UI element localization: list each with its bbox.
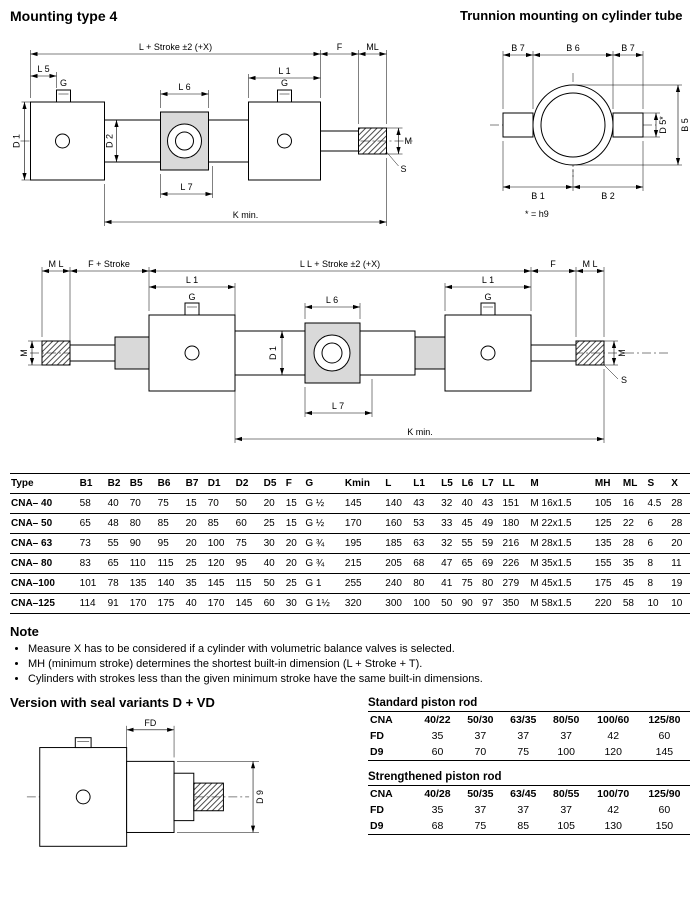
cell: 53 <box>412 514 440 534</box>
column-header: X <box>670 474 690 494</box>
cell: 80/55 <box>553 788 580 800</box>
cell: 6 <box>646 514 670 534</box>
cell: 58 <box>622 594 647 614</box>
standard-piston-rod-title: Standard piston rod <box>368 697 478 709</box>
row-label: CNA– 63 <box>10 534 79 554</box>
cell: 43 <box>412 494 440 514</box>
cell: G 1½ <box>304 594 344 614</box>
cell: 47 <box>440 554 460 574</box>
cell: 37 <box>517 804 530 816</box>
column-header: B1 <box>79 474 107 494</box>
trunnion-parts <box>490 73 656 177</box>
seal-variant-title: Version with seal variants D + VD <box>10 695 215 710</box>
cell: 37 <box>474 730 487 742</box>
column-header: B7 <box>185 474 207 494</box>
cell: 65 <box>461 554 481 574</box>
cell: 35 <box>431 730 444 742</box>
dim-label-ml-right: M L <box>582 259 598 269</box>
cell: 10 <box>646 594 670 614</box>
cell: 105 <box>594 494 622 514</box>
cell: 120 <box>207 554 235 574</box>
cell: 91 <box>107 594 129 614</box>
cell: 75 <box>517 746 530 758</box>
row-label: CNA– 40 <box>10 494 79 514</box>
top-section <box>10 8 690 241</box>
cell: 40 <box>263 554 285 574</box>
dim-label-d2: D 2 <box>104 133 115 149</box>
cell: 32 <box>440 494 460 514</box>
cell: 101 <box>79 574 107 594</box>
column-header: L6 <box>461 474 481 494</box>
dim-label-m-left: M <box>19 349 29 357</box>
cell: 85 <box>157 514 185 534</box>
cell: 185 <box>384 534 412 554</box>
cell: 110 <box>129 554 157 574</box>
cell: 16 <box>622 494 647 514</box>
cell: 20 <box>285 534 305 554</box>
cell: G ½ <box>304 514 344 534</box>
cell: G ¾ <box>304 554 344 574</box>
cell: 80 <box>481 574 501 594</box>
cell: 58 <box>79 494 107 514</box>
dim-label-ll-stroke: L L + Stroke ±2 (+X) <box>299 259 381 269</box>
cell: 60 <box>658 804 671 816</box>
dim-label-kmin: K min. <box>407 427 433 437</box>
note-item: • MH (minimum stroke) determines the shortest built-in dimension (L + Stroke + T). <box>28 658 690 670</box>
tolerance-footnote: * = h9 <box>525 209 549 219</box>
dim-label-d9: D 9 <box>254 790 265 804</box>
cell: 60 <box>263 594 285 614</box>
cell: 35 <box>622 554 647 574</box>
cell: 68 <box>431 820 444 832</box>
cell: 105 <box>557 820 575 832</box>
table-row <box>368 786 690 803</box>
cell: 59 <box>481 534 501 554</box>
cell: 28 <box>670 514 690 534</box>
cell: 155 <box>594 554 622 574</box>
cell: G ½ <box>304 494 344 514</box>
dim-label-l1-left: L 1 <box>185 275 199 285</box>
cell: 37 <box>560 804 573 816</box>
row-label: FD <box>370 804 384 816</box>
bottom-section <box>10 695 690 870</box>
column-header: D1 <box>207 474 235 494</box>
cell: 55 <box>107 534 129 554</box>
table-row <box>10 554 690 574</box>
double-rod-cylinder-drawing <box>10 241 690 463</box>
cell: 65 <box>107 554 129 574</box>
cell: 40/22 <box>424 714 451 726</box>
cell: 180 <box>501 514 529 534</box>
dim-label-b6: B 6 <box>566 43 580 53</box>
cell: 90 <box>129 534 157 554</box>
cell: 195 <box>344 534 384 554</box>
cell: M 28x1.5 <box>529 534 594 554</box>
column-header: MH <box>594 474 622 494</box>
dim-label-l1: L 1 <box>278 66 291 76</box>
dim-label-d1: D 1 <box>268 345 278 361</box>
cell: 70 <box>207 494 235 514</box>
dim-label-g-left: G <box>188 292 196 302</box>
table-row <box>368 802 690 818</box>
cell: 97 <box>481 594 501 614</box>
dim-label-f-stroke: F + Stroke <box>88 259 130 269</box>
column-header: B5 <box>129 474 157 494</box>
note-item: • Cylinders with strokes less than the given minimum stroke have the same built-in dimensions. <box>28 673 690 685</box>
cell: 170 <box>129 594 157 614</box>
cell: 140 <box>384 494 412 514</box>
column-header: F <box>285 474 305 494</box>
column-header: Type <box>10 474 79 494</box>
dim-label-fd: FD <box>144 717 157 728</box>
note-item: • Measure X has to be considered if a cylinder with volumetric balance valves is selected. <box>28 643 690 655</box>
table-row <box>10 574 690 594</box>
column-header: Kmin <box>344 474 384 494</box>
dim-label-l5: L 5 <box>37 64 50 74</box>
cell: M 22x1.5 <box>529 514 594 534</box>
cell: 145 <box>344 494 384 514</box>
cell: 125 <box>594 514 622 534</box>
column-header: B6 <box>157 474 185 494</box>
cell: 115 <box>235 574 263 594</box>
cylinder-parts <box>27 738 249 847</box>
table-row <box>10 494 690 514</box>
seal-variant-section <box>10 695 360 870</box>
cell: 205 <box>384 554 412 574</box>
cell: 60 <box>431 746 444 758</box>
cell: 20 <box>285 554 305 574</box>
cell: 145 <box>207 574 235 594</box>
standard-piston-rod-table <box>368 711 690 761</box>
cell: 160 <box>384 514 412 534</box>
cell: 15 <box>185 494 207 514</box>
cell: 68 <box>412 554 440 574</box>
mounting-type4-section <box>10 8 460 241</box>
cell: 20 <box>263 494 285 514</box>
cell: 135 <box>594 534 622 554</box>
cell: 48 <box>107 514 129 534</box>
column-header: LL <box>501 474 529 494</box>
dim-label-b1: B 1 <box>531 191 545 201</box>
table-row <box>368 744 690 761</box>
cell: 15 <box>285 494 305 514</box>
cell: 28 <box>622 534 647 554</box>
cell: 216 <box>501 534 529 554</box>
cell: 175 <box>157 594 185 614</box>
cell: 43 <box>481 494 501 514</box>
cell: 70 <box>129 494 157 514</box>
column-header: D2 <box>235 474 263 494</box>
cell: 145 <box>655 746 674 758</box>
cell: 30 <box>285 594 305 614</box>
dim-label-b2: B 2 <box>601 191 615 201</box>
cell: 300 <box>384 594 412 614</box>
column-header: G <box>304 474 344 494</box>
column-header: M <box>529 474 594 494</box>
cell: 25 <box>185 554 207 574</box>
dim-label-d1: D 1 <box>11 133 22 149</box>
dim-label-f: F <box>336 42 343 52</box>
column-header: L1 <box>412 474 440 494</box>
cell: 170 <box>344 514 384 534</box>
dimension-table <box>10 473 690 614</box>
cell: 42 <box>607 730 620 742</box>
cell: 175 <box>594 574 622 594</box>
row-label: CNA–125 <box>10 594 79 614</box>
cell: 45 <box>622 574 647 594</box>
row-label: D9 <box>370 746 384 758</box>
cell: 69 <box>481 554 501 574</box>
cell: 78 <box>107 574 129 594</box>
dim-label-d5: D 5* <box>658 116 668 134</box>
cell: 50 <box>440 594 460 614</box>
dim-label-g-right: G <box>280 78 289 88</box>
cell: 40/28 <box>424 788 451 800</box>
cell: 32 <box>440 534 460 554</box>
cell: 83 <box>79 554 107 574</box>
cell: 55 <box>461 534 481 554</box>
cell: 75 <box>474 820 487 832</box>
trunnion-section <box>460 8 700 225</box>
row-label: CNA– 50 <box>10 514 79 534</box>
cell: 151 <box>501 494 529 514</box>
cell: 65 <box>79 514 107 534</box>
table-row <box>368 712 690 729</box>
header-row <box>10 474 690 494</box>
cell: M 58x1.5 <box>529 594 594 614</box>
cell: 100 <box>412 594 440 614</box>
dim-label-s: S <box>621 375 628 385</box>
cell: 35 <box>185 574 207 594</box>
cell: 41 <box>440 574 460 594</box>
cell: 45 <box>461 514 481 534</box>
column-header: L <box>384 474 412 494</box>
dim-label-g-right: G <box>484 292 492 302</box>
row-label: CNA <box>370 714 393 726</box>
cell: 140 <box>157 574 185 594</box>
dim-label-l1-right: L 1 <box>481 275 495 285</box>
cell: 240 <box>384 574 412 594</box>
cell: 37 <box>474 804 487 816</box>
cell: 75 <box>235 534 263 554</box>
cell: 11 <box>670 554 690 574</box>
cell: 40 <box>461 494 481 514</box>
cell: 25 <box>263 514 285 534</box>
cell: 22 <box>622 514 647 534</box>
cell: 37 <box>560 730 573 742</box>
cell: G 1 <box>304 574 344 594</box>
trunnion-mounting-drawing <box>460 25 700 225</box>
column-header: L7 <box>481 474 501 494</box>
dim-label-l-stroke: L + Stroke ±2 (+X) <box>138 42 213 52</box>
cylinder-parts <box>30 303 670 391</box>
dim-label-l6: L 6 <box>178 82 191 92</box>
table-row <box>10 594 690 614</box>
mounting-type4-side-drawing <box>10 26 460 241</box>
cell: 50/35 <box>467 788 494 800</box>
cell: 100/60 <box>597 714 630 726</box>
cell: M 35x1.5 <box>529 554 594 574</box>
cell: 50 <box>235 494 263 514</box>
strengthened-piston-rod-title: Strengthened piston rod <box>368 771 502 783</box>
row-label: FD <box>370 730 384 742</box>
cell: M 16x1.5 <box>529 494 594 514</box>
cell: 19 <box>670 574 690 594</box>
cell: 215 <box>344 554 384 574</box>
cell: 145 <box>235 594 263 614</box>
cell: 135 <box>129 574 157 594</box>
column-header: L5 <box>440 474 460 494</box>
cell: 28 <box>670 494 690 514</box>
cell: 4.5 <box>646 494 670 514</box>
cell: 130 <box>604 820 622 832</box>
cell: 100/70 <box>597 788 630 800</box>
cell: 33 <box>440 514 460 534</box>
cylinder-parts <box>21 90 413 180</box>
cell: 255 <box>344 574 384 594</box>
dim-label-l6: L 6 <box>325 295 339 305</box>
dim-label-s: S <box>400 164 407 174</box>
page-title: Mounting type 4 <box>10 8 118 24</box>
cell: 10 <box>670 594 690 614</box>
dim-label-ml-left: M L <box>48 259 64 269</box>
cell: 95 <box>235 554 263 574</box>
cell: 320 <box>344 594 384 614</box>
cell: 279 <box>501 574 529 594</box>
cell: 150 <box>655 820 674 832</box>
column-header: D5 <box>263 474 285 494</box>
row-label: CNA <box>370 788 393 800</box>
cell: 60 <box>235 514 263 534</box>
dim-label-m: M <box>404 136 412 146</box>
dim-label-f: F <box>550 259 556 269</box>
cell: 100 <box>207 534 235 554</box>
strengthened-piston-rod-table <box>368 785 690 835</box>
table-row <box>368 728 690 744</box>
row-label: CNA–100 <box>10 574 79 594</box>
dim-label-l7: L 7 <box>331 401 345 411</box>
cell: 114 <box>79 594 107 614</box>
dim-label-m-right: M <box>617 349 627 357</box>
dim-label-b7-left: B 7 <box>511 43 525 53</box>
cell: 8 <box>646 554 670 574</box>
cell: 80 <box>412 574 440 594</box>
cell: G ¾ <box>304 534 344 554</box>
cell: 63 <box>412 534 440 554</box>
cell: 125/90 <box>648 788 681 800</box>
cell: 125/80 <box>648 714 681 726</box>
cell: 75 <box>461 574 481 594</box>
cell: 8 <box>646 574 670 594</box>
cell: 6 <box>646 534 670 554</box>
cell: M 45x1.5 <box>529 574 594 594</box>
cell: 50 <box>263 574 285 594</box>
dim-label-ml: ML <box>366 42 379 52</box>
cell: 20 <box>670 534 690 554</box>
note-list <box>14 643 690 685</box>
cell: 80 <box>129 514 157 534</box>
piston-rod-tables <box>360 695 690 870</box>
cell: 85 <box>207 514 235 534</box>
column-header: S <box>646 474 670 494</box>
cell: 49 <box>481 514 501 534</box>
dim-label-b5: B 5 <box>680 118 690 132</box>
table-row <box>10 514 690 534</box>
cell: 73 <box>79 534 107 554</box>
cell: 60 <box>658 730 671 742</box>
cell: 350 <box>501 594 529 614</box>
dim-label-kmin: K min. <box>232 210 259 220</box>
cell: 63/45 <box>510 788 537 800</box>
seal-variant-drawing <box>10 712 345 870</box>
cell: 100 <box>557 746 575 758</box>
cell: 80/50 <box>553 714 580 726</box>
cell: 20 <box>185 534 207 554</box>
row-label: CNA– 80 <box>10 554 79 574</box>
cell: 42 <box>607 804 620 816</box>
cell: 25 <box>285 574 305 594</box>
cell: 50/30 <box>467 714 494 726</box>
cell: 220 <box>594 594 622 614</box>
cell: 120 <box>604 746 622 758</box>
cell: 35 <box>431 804 444 816</box>
cell: 70 <box>474 746 487 758</box>
cell: 40 <box>107 494 129 514</box>
row-label: D9 <box>370 820 384 832</box>
cell: 63/35 <box>510 714 537 726</box>
cell: 15 <box>285 514 305 534</box>
dim-label-b7-right: B 7 <box>621 43 635 53</box>
cell: 30 <box>263 534 285 554</box>
cell: 226 <box>501 554 529 574</box>
note-title: Note <box>10 624 39 639</box>
cell: 95 <box>157 534 185 554</box>
cell: 90 <box>461 594 481 614</box>
cell: 20 <box>185 514 207 534</box>
trunnion-title: Trunnion mounting on cylinder tube <box>460 8 683 23</box>
table-row <box>10 534 690 554</box>
column-header: ML <box>622 474 647 494</box>
cell: 40 <box>185 594 207 614</box>
cell: 170 <box>207 594 235 614</box>
cell: 85 <box>517 820 530 832</box>
table-row <box>368 818 690 835</box>
cell: 115 <box>157 554 185 574</box>
dim-label-l7: L 7 <box>180 182 193 192</box>
cell: 37 <box>517 730 530 742</box>
dim-label-g-left: G <box>59 78 68 88</box>
cell: 75 <box>157 494 185 514</box>
column-header: B2 <box>107 474 129 494</box>
